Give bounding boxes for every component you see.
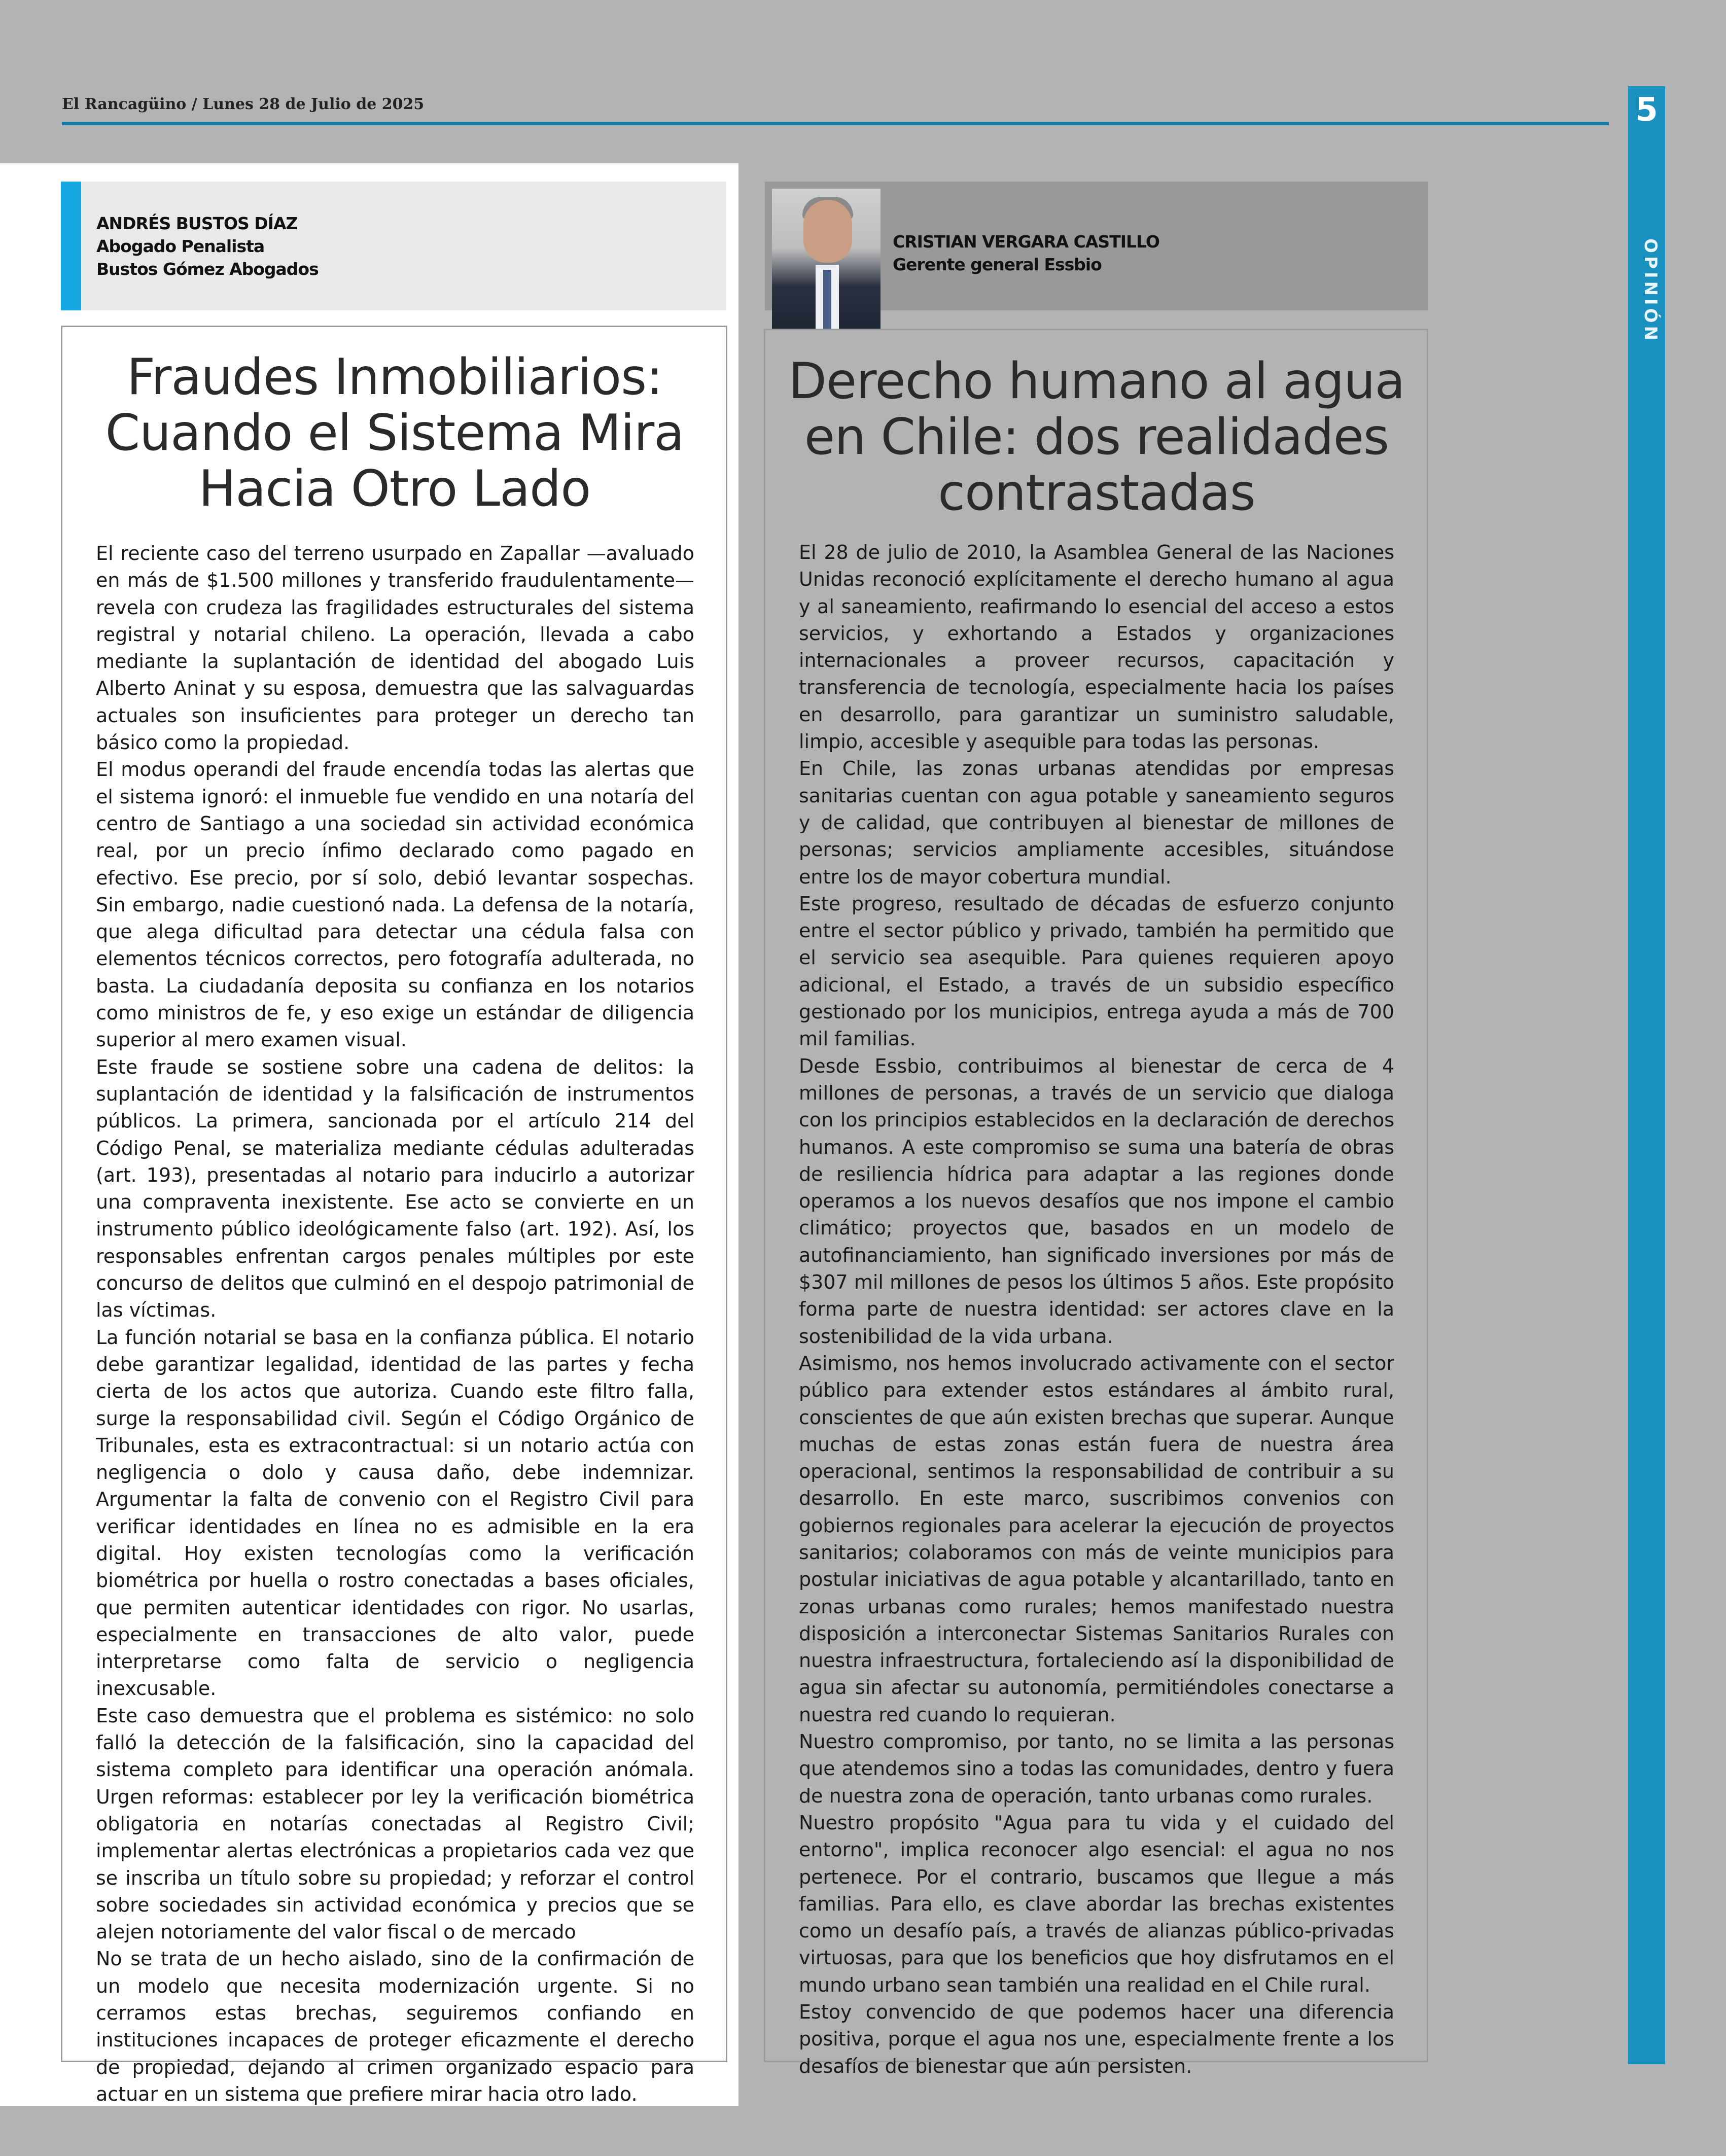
paragraph: Este fraude se sostiene sobre una cadena de delitos: la suplantación de identidad y la falsificación de instrumentos públicos. La primera, sancionada por el artículo 214 del Código Penal, se materializa mediante cédulas adulteradas (art. 193), presentadas al notario para inducirlo a autorizar una compraventa inexistente. Ese acto se convierte en un instrumento público ideológicamente falso (art. 192). Así, los responsables enfrentan cargos penales múltiples por este concurso de delitos que culminó en el despojo patrimonial de las víctimas. bbox=[96, 1055, 694, 1322]
left-article-body bbox=[96, 540, 694, 2108]
left-author-firm: Bustos Gómez Abogados bbox=[96, 259, 319, 279]
left-author-name: ANDRÉS BUSTOS DÍAZ bbox=[96, 214, 298, 233]
right-author-role: Gerente general Essbio bbox=[893, 255, 1102, 274]
right-author-name: CRISTIAN VERGARA CASTILLO bbox=[893, 232, 1159, 252]
header-rule bbox=[62, 122, 1609, 125]
author-photo bbox=[772, 189, 880, 339]
publication-line: El Rancagüino / Lunes 28 de Julio de 2025 bbox=[62, 95, 425, 113]
paragraph: El 28 de julio de 2010, la Asamblea General de las Naciones Unidas reconoció explícitamente el derecho humano al agua y al saneamiento, reafirmando lo esencial del acceso a estos servicios, y exhortando a Estados y organizaciones internacionales a proveer recursos, capacitación y transferencia de tecnología, especialmente hacia los países en desarrollo, para garantizar un suministro saludable, limpio, accesible y asequible para todas las personas. bbox=[799, 541, 1394, 753]
right-article bbox=[764, 329, 1428, 2077]
right-article-title: Derecho humano al agua en Chile: dos realidades contrastadas bbox=[788, 352, 1405, 522]
section-label: OPINIÓN bbox=[1640, 238, 1661, 343]
left-author-role: Abogado Penalista bbox=[96, 236, 265, 256]
left-author-box bbox=[61, 182, 726, 310]
photo-face bbox=[803, 200, 852, 263]
left-article bbox=[61, 326, 727, 2105]
left-article-title: Fraudes Inmobiliarios: Cuando el Sistema Mira Hacia Otro Lado bbox=[105, 348, 684, 518]
paragraph: Desde Essbio, contribuimos al bienestar de cerca de 4 millones de personas, a través de un servicio que dialoga con los principios establecidos en la declaración de derechos humanos. A este compromiso se suma una batería de obras de resiliencia hídrica para adaptar a las regiones donde operamos a los nuevos desafíos que nos impone el cambio climático; proyectos que, basados en un modelo de autofinanciamiento, han significado inversiones por más de $307 mil millones de pesos los últimos 5 años. Este propósito forma parte de nuestra identidad: ser actores clave en la sostenibilidad de la vida urbana. bbox=[799, 1054, 1394, 1348]
paragraph: El reciente caso del terreno usurpado en Zapallar —avaluado en más de $1.500 millones y transferido fraudulentamente— revela con crudeza las fragilidades estructurales del sistema registral y notarial chileno. La operación, llevada a cabo mediante la suplantación de identidad del abogado Luis Alberto Aninat y su esposa, demuestra que las salvaguardas actuales son insuficientes para proteger un derecho tan básico como la propiedad. bbox=[96, 542, 694, 754]
page-number: 5 bbox=[1635, 91, 1658, 129]
paragraph: La función notarial se basa en la confianza pública. El notario debe garantizar legalidad, identidad de las partes y fecha cierta de los actos que autoriza. Cuando este filtro falla, surge la responsabilidad civil. Según el Código Orgánico de Tribunales, esta es extracontractual: si un notario actúa con negligencia o dolo y causa daño, debe indemnizar. Argumentar la falta de convenio con el Registro Civil para verificar identidades en línea no es admisible en la era digital. Hoy existen tecnologías como la verificación biométrica por huella o rostro conectadas a bases oficiales, que permiten autenticar identidades con rigor. No usarlas, especialmente en transacciones de alto valor, puede interpretarse como falta de servicio o negligencia inexcusable. bbox=[96, 1326, 694, 1700]
section-sidebar bbox=[1628, 86, 1665, 2064]
paragraph: No se trata de un hecho aislado, sino de la confirmación de un modelo que necesita modernización urgente. Si no cerramos estas brechas, seguiremos confiando en instituciones incapaces de proteger eficazmente el derecho de propiedad, dejando al crimen organizado espacio para actuar en un sistema que prefiere mirar hacia otro lado. bbox=[96, 1948, 694, 2105]
right-author-info bbox=[893, 230, 1159, 276]
left-author-info bbox=[96, 212, 319, 280]
right-article-body bbox=[799, 539, 1394, 2080]
paragraph: Este caso demuestra que el problema es sistémico: no solo falló la detección de la falsificación, sino la capacidad del sistema completo para identificar una operación anómala. Urgen reformas: establecer por ley la verificación biométrica obligatoria en notarías conectadas al Registro Civil; implementar alertas electrónicas a propietarios cada vez que se inscriba un título sobre su propiedad; y reforzar el control sobre sociedades sin actividad económica y precios que se alejen notoriamente del valor fiscal o de mercado bbox=[96, 1704, 694, 1943]
page-header bbox=[62, 95, 1609, 126]
paragraph: Estoy convencido de que podemos hacer una diferencia positiva, porque el agua nos une, especialmente frente a los desafíos de bienestar que aún persisten. bbox=[799, 2001, 1394, 2077]
paragraph: Asimismo, nos hemos involucrado activamente con el sector público para extender estos estándares al ámbito rural, conscientes de que aún existen brechas que superar. Aunque muchas de estas zonas están fuera de nuestra área operacional, sentimos la responsabilidad de contribuir a su desarrollo. En este marco, suscribimos convenios con gobiernos regionales para acelerar la ejecución de proyectos sanitarios; colaboramos con más de veinte municipios para postular iniciativas de agua potable y alcantarillado, tanto en zonas urbanas como rurales; hemos manifestado nuestra disposición a interconectar Sistemas Sanitarios Rurales con nuestra infraestructura, fortaleciendo así la disponibilidad de agua sin afectar su autonomía, permitiéndoles conectarse a nuestra red cuando lo requieran. bbox=[799, 1352, 1394, 1726]
paragraph: Nuestro propósito "Agua para tu vida y el cuidado del entorno", implica reconocer algo esencial: el agua no nos pertenece. Por el contrario, buscamos que llegue a más familias. Para ello, es clave abordar las brechas existentes como un desafío país, a través de alianzas público-privadas virtuosas, para que los beneficios que hoy disfrutamos en el mundo urbano sean también una realidad en el Chile rural. bbox=[799, 1811, 1394, 1996]
paragraph: Este progreso, resultado de décadas de esfuerzo conjunto entre el sector público y privado, también ha permitido que el servicio sea asequible. Para quienes requieren apoyo adicional, el Estado, a través de un subsidio específico gestionado por los municipios, entrega ayuda a más de 700 mil familias. bbox=[799, 892, 1394, 1050]
paragraph: Nuestro compromiso, por tanto, no se limita a las personas que atendemos sino a todas las comunidades, dentro y fuera de nuestra zona de operación, tanto urbanas como rurales. bbox=[799, 1730, 1394, 1807]
paragraph: En Chile, las zonas urbanas atendidas por empresas sanitarias cuentan con agua potable y saneamiento seguros y de calidad, que contribuyen al bienestar de millones de personas; servicios ampliamente accesibles, situándose entre los de mayor cobertura mundial. bbox=[799, 757, 1394, 888]
right-author-box bbox=[765, 182, 1428, 310]
paragraph: El modus operandi del fraude encendía todas las alertas que el sistema ignoró: el inmueble fue vendido en una notaría del centro de Santiago a una sociedad sin actividad económica real, por un precio ínfimo declarado como pagado en efectivo. Ese precio, por sí solo, debió levantar sospechas. Sin embargo, nadie cuestionó nada. La defensa de la notaría, que alega dificultad para detectar una cédula falsa con elementos técnicos correctos, pero fotografía adulterada, no basta. La ciudadanía deposita su confianza en los notarios como ministros de fe, y eso exige un estándar de diligencia superior al mero examen visual. bbox=[96, 758, 694, 1051]
author-accent-bar bbox=[61, 182, 81, 310]
